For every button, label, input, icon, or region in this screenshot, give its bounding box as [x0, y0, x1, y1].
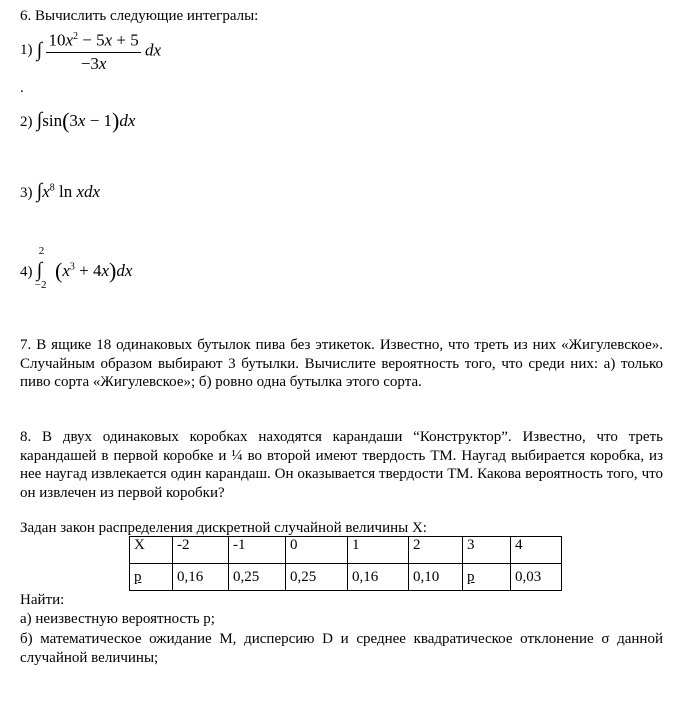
task8-text: 8. В двух одинаковых коробках находятся карандаши “Конструктор”. Известно, что треть карандашей в первой коробке и ¼ во второй имеют твердость ТМ. Наугад выбирается коробка, из нее наугад извлекается один карандаш. Он оказывается твердости ТМ. Какова вероятность того, что он извлечен из первой коробки?	[20, 429, 663, 501]
item-number: 1)	[20, 41, 33, 58]
item-number: 3)	[20, 185, 33, 201]
integral-1	[20, 26, 161, 75]
table-cell: 1	[348, 537, 409, 564]
integral-2: 2) ∫sin(3x − 1)dx	[20, 108, 136, 133]
item-number: 2)	[20, 114, 33, 130]
find-item-a: а) неизвестную вероятность p;	[20, 611, 215, 627]
table-cell: 0,03	[511, 564, 562, 591]
table-row-p	[130, 564, 562, 591]
fraction-numerator: $10x^2 - 5x + 5$	[46, 26, 140, 53]
table-cell: 0,10	[409, 564, 463, 591]
table-cell: 3	[463, 537, 511, 564]
differential: dx	[145, 40, 162, 60]
table-cell: 0,25	[286, 564, 348, 591]
table-cell: p	[463, 564, 511, 591]
upper-limit: 2	[38, 245, 45, 257]
integrand-fraction	[46, 26, 140, 75]
fraction-denominator: −3x	[80, 53, 107, 73]
task9-intro: Задан закон распределения дискретной случайной величины X:	[20, 520, 427, 536]
stray-dot: .	[20, 80, 24, 96]
task7-text: 7. В ящике 18 одинаковых бутылок пива без этикеток. Известно, что треть из них «Жигулевское». Случайным образом выбирают 3 бутылки. Вычислите вероятность того, что среди них: а) только пиво сорта «Жигулевское»; б) ровно одна бутылка этого сорта.	[20, 337, 663, 390]
integral-4: 4) 2 ∫ −2 $(x^3 + 4x)dx$	[20, 245, 133, 291]
table-cell: 2	[409, 537, 463, 564]
table-cell: 0,16	[348, 564, 409, 591]
table-cell: X	[130, 537, 173, 564]
find-item-b: б) математическое ожидание M, дисперсию D и среднее квадратическое отклонение σ данной случайной величины;	[20, 631, 663, 666]
table-cell: 4	[511, 537, 562, 564]
table-cell: 0	[286, 537, 348, 564]
table-cell: -1	[229, 537, 286, 564]
lower-limit: −2	[34, 279, 47, 291]
integral-sign: ∫	[36, 38, 43, 61]
find-label: Найти:	[20, 592, 65, 608]
table-cell: p	[130, 564, 173, 591]
table-cell: 0,25	[229, 564, 286, 591]
task6-title: 6. Вычислить следующие интегралы:	[20, 8, 259, 24]
table-row-x	[130, 537, 562, 564]
distribution-table	[129, 536, 562, 591]
item-number: 4)	[20, 264, 33, 280]
integral-3: 3) $\int x^8$ ln xdx	[20, 180, 101, 202]
table-cell: 0,16	[173, 564, 229, 591]
table-cell: -2	[173, 537, 229, 564]
